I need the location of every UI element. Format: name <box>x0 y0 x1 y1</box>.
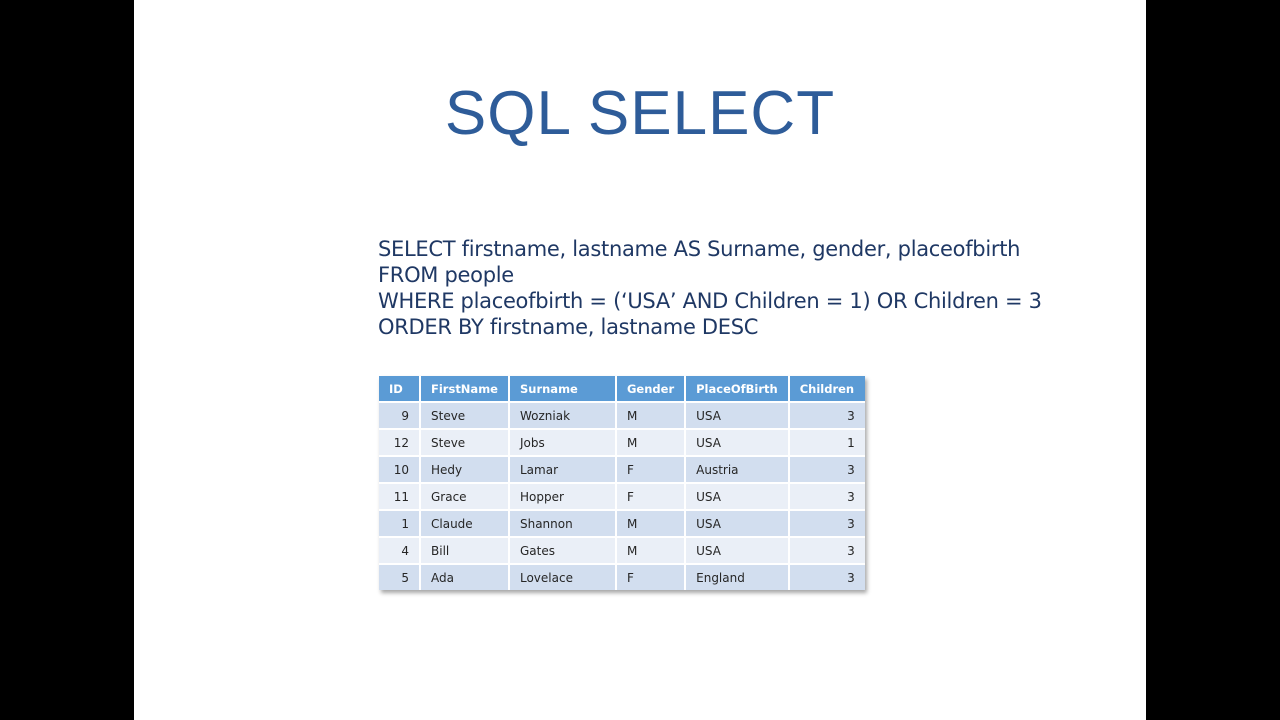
cell-firstname: Steve <box>420 429 509 456</box>
table-row <box>379 429 865 456</box>
query-line: ORDER BY firstname, lastname DESC <box>378 315 759 339</box>
cell-children: 1 <box>789 429 865 456</box>
cell-placeofbirth: USA <box>685 483 789 510</box>
cell-placeofbirth: USA <box>685 402 789 429</box>
cell-firstname: Bill <box>420 537 509 564</box>
cell-surname: Lovelace <box>509 564 616 590</box>
cell-placeofbirth: Austria <box>685 456 789 483</box>
cell-id: 5 <box>379 564 420 590</box>
sql-query <box>378 236 1042 340</box>
column-header-surname: Surname <box>509 376 616 402</box>
cell-placeofbirth: England <box>685 564 789 590</box>
table-row <box>379 564 865 590</box>
cell-id: 1 <box>379 510 420 537</box>
cell-id: 4 <box>379 537 420 564</box>
cell-gender: F <box>616 564 685 590</box>
cell-surname: Lamar <box>509 456 616 483</box>
result-table <box>379 376 865 590</box>
cell-id: 12 <box>379 429 420 456</box>
cell-placeofbirth: USA <box>685 429 789 456</box>
cell-surname: Jobs <box>509 429 616 456</box>
cell-firstname: Ada <box>420 564 509 590</box>
cell-gender: M <box>616 537 685 564</box>
cell-firstname: Grace <box>420 483 509 510</box>
cell-children: 3 <box>789 483 865 510</box>
cell-children: 3 <box>789 456 865 483</box>
column-header-placeofbirth: PlaceOfBirth <box>685 376 789 402</box>
table-row <box>379 402 865 429</box>
column-header-firstname: FirstName <box>420 376 509 402</box>
cell-placeofbirth: USA <box>685 510 789 537</box>
cell-surname: Gates <box>509 537 616 564</box>
cell-gender: F <box>616 456 685 483</box>
cell-surname: Wozniak <box>509 402 616 429</box>
table-row <box>379 483 865 510</box>
table-row <box>379 537 865 564</box>
cell-children: 3 <box>789 510 865 537</box>
query-line: SELECT firstname, lastname AS Surname, gender, placeofbirth <box>378 237 1021 261</box>
column-header-gender: Gender <box>616 376 685 402</box>
cell-firstname: Hedy <box>420 456 509 483</box>
cell-gender: M <box>616 510 685 537</box>
column-header-children: Children <box>789 376 865 402</box>
cell-id: 10 <box>379 456 420 483</box>
cell-surname: Hopper <box>509 483 616 510</box>
slide-title: SQL SELECT <box>444 79 836 148</box>
query-line: FROM people <box>378 263 514 287</box>
table-row <box>379 510 865 537</box>
cell-firstname: Claude <box>420 510 509 537</box>
query-line: WHERE placeofbirth = (‘USA’ AND Children = 1) OR Children = 3 <box>378 289 1042 313</box>
cell-placeofbirth: USA <box>685 537 789 564</box>
cell-firstname: Steve <box>420 402 509 429</box>
cell-id: 9 <box>379 402 420 429</box>
slide <box>134 0 1146 720</box>
cell-gender: F <box>616 483 685 510</box>
cell-gender: M <box>616 402 685 429</box>
table-header-row <box>379 376 865 402</box>
cell-id: 11 <box>379 483 420 510</box>
cell-gender: M <box>616 429 685 456</box>
cell-children: 3 <box>789 564 865 590</box>
cell-children: 3 <box>789 537 865 564</box>
table-row <box>379 456 865 483</box>
column-header-id: ID <box>379 376 420 402</box>
cell-children: 3 <box>789 402 865 429</box>
cell-surname: Shannon <box>509 510 616 537</box>
